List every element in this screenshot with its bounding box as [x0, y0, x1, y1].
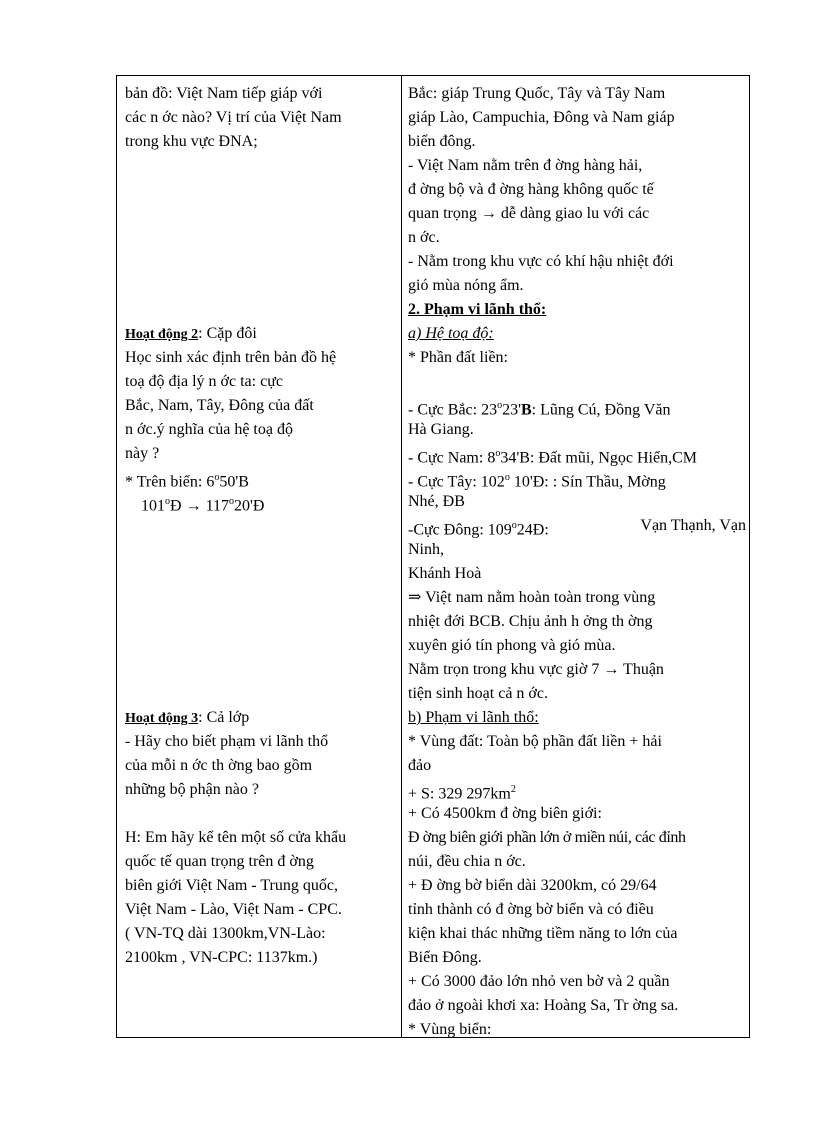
- column-divider: [401, 76, 402, 1037]
- subsection-b-title: b) Phạm vi lãnh thổ:: [408, 709, 539, 726]
- right-intro-line: - Việt Nam nằm trên đ ờng hàng hải,: [408, 157, 643, 174]
- territory-line: Biển Đông.: [408, 949, 482, 966]
- conclusion-line: tiện sinh hoạt cả n ớc.: [408, 685, 548, 702]
- activity-2-heading: Hoạt động 2: Cặp đôi: [125, 325, 257, 342]
- arrow-icon: →: [480, 205, 497, 222]
- north-point: - Cực Bắc: 23$^o$23'B: Lũng Cú, Đồng Văn: [408, 400, 671, 419]
- question-line: 2100km , VN-CPC: 1137km.): [125, 949, 318, 966]
- west-point-cont: Nhé, ĐB: [408, 493, 465, 510]
- question-line: ( VN-TQ dài 1300km,VN-Lào:: [125, 925, 326, 942]
- right-intro-line: n ớc.: [408, 229, 440, 246]
- arrow-icon: →: [603, 661, 620, 678]
- mainland-label: * Phần đất liền:: [408, 349, 508, 366]
- sea-longitude: 101$^o$Đ → 117$^o$20'Đ: [141, 496, 265, 515]
- territory-line: + Có 4500km đ ờng biên giới:: [408, 805, 602, 822]
- section-2-title: 2. Phạm vi lãnh thổ:: [408, 301, 547, 318]
- left-intro-line: bản đồ: Việt Nam tiếp giáp với: [125, 85, 323, 102]
- east-point: -Cực Đông: 109$^o$24Đ: Vạn Thạnh, Vạn: [408, 517, 746, 539]
- activity-2-label: Hoạt động 2: [125, 327, 199, 342]
- west-point: - Cực Tây: 102$^o$ 10'Đ: : Sín Thầu, Mờng: [408, 472, 666, 491]
- territory-line: + Đ ờng bờ biển dài 3200km, có 29/64: [408, 877, 657, 894]
- teacher-activity-column: [125, 82, 397, 970]
- subsection-a-title: a) Hệ toạ độ:: [408, 325, 494, 342]
- question-line: quốc tế quan trọng trên đ ờng: [125, 853, 314, 870]
- question-line: biên giới Việt Nam - Trung quốc,: [125, 877, 338, 894]
- sea-latitude: * Trên biển: 6$^o$50'B: [125, 472, 249, 491]
- north-point-cont: Hà Giang.: [408, 421, 474, 438]
- activity-2-line: này ?: [125, 445, 160, 462]
- right-intro-line: gió mùa nóng ẩm.: [408, 277, 524, 294]
- activity-2-line: Bắc, Nam, Tây, Đông của đất: [125, 397, 314, 414]
- question-line: Việt Nam - Lào, Việt Nam - CPC.: [125, 901, 342, 918]
- east-point-cont: Ninh,: [408, 541, 444, 558]
- area-line: + S: 329 $297km^2$: [408, 784, 516, 803]
- lesson-table: [116, 75, 750, 1038]
- right-intro-line: biển đông.: [408, 133, 476, 150]
- territory-line: * Vùng biển:: [408, 1021, 492, 1038]
- right-intro-line: giáp Lào, Campuchia, Đông và Nam giáp: [408, 109, 675, 126]
- activity-2-line: toạ độ địa lý n ớc ta: cực: [125, 373, 283, 390]
- activity-2-line: Học sinh xác định trên bản đồ hệ: [125, 349, 337, 366]
- left-intro-line: trong khu vực ĐNA;: [125, 133, 258, 150]
- activity-3-line: của mỗi n ớc th ờng bao gồm: [125, 757, 313, 774]
- conclusion-line: nhiệt đới BCB. Chịu ảnh h ởng th ờng: [408, 613, 653, 630]
- land-line: * Vùng đất: Toàn bộ phần đất liền + hải: [408, 733, 662, 750]
- activity-3-heading: Hoạt động 3: Cả lớp: [125, 709, 250, 726]
- territory-line: Đ ờng biên giới phần lớn ở miền núi, các đỉnh: [408, 829, 686, 846]
- right-intro-line: Bắc: giáp Trung Quốc, Tây và Tây Nam: [408, 85, 666, 102]
- territory-line: + Có 3000 đảo lớn nhỏ ven bờ và 2 quần: [408, 973, 670, 990]
- activity-2-line: n ớc.ý nghĩa của hệ toạ độ: [125, 421, 293, 438]
- implies-icon: ⇒: [408, 589, 422, 606]
- territory-line: núi, đều chia n ớc.: [408, 853, 526, 870]
- east-point-cont: Khánh Hoà: [408, 565, 482, 582]
- territory-line: tỉnh thành có đ ờng bờ biển và có điều: [408, 901, 654, 918]
- land-line: đảo: [408, 757, 432, 774]
- activity-3-line: những bộ phận nào ?: [125, 781, 259, 798]
- content-column: [408, 82, 746, 1042]
- arrow-icon: →: [185, 497, 202, 515]
- conclusion-line: xuyên gió tín phong và gió mùa.: [408, 637, 616, 654]
- territory-line: kiện khai thác những tiềm năng to lớn của: [408, 925, 678, 942]
- right-intro-line: - Nằm trong khu vực có khí hậu nhiệt đới: [408, 253, 674, 270]
- south-point: - Cực Nam: 8$^o$34'B: Đất mũi, Ngọc Hiển,CM: [408, 448, 697, 467]
- conclusion-line: Nằm trọn trong khu vực giờ 7 → Thuận: [408, 661, 664, 678]
- right-intro-line: đ ờng bộ và đ ờng hàng không quốc tế: [408, 181, 654, 198]
- activity-3-line: - Hãy cho biết phạm vi lãnh thổ: [125, 733, 329, 750]
- territory-line: đảo ở ngoài khơi xa: Hoàng Sa, Tr ờng sa.: [408, 997, 679, 1014]
- left-intro-line: các n ớc nào? Vị trí của Việt Nam: [125, 109, 342, 126]
- activity-3-label: Hoạt động 3: [125, 711, 199, 726]
- right-intro-line: quan trọng → dễ dàng giao lu với các: [408, 205, 650, 222]
- question-line: H: Em hãy kể tên một số cửa khẩu: [125, 829, 347, 846]
- conclusion-line: ⇒ Việt nam nằm hoàn toàn trong vùng: [408, 589, 656, 606]
